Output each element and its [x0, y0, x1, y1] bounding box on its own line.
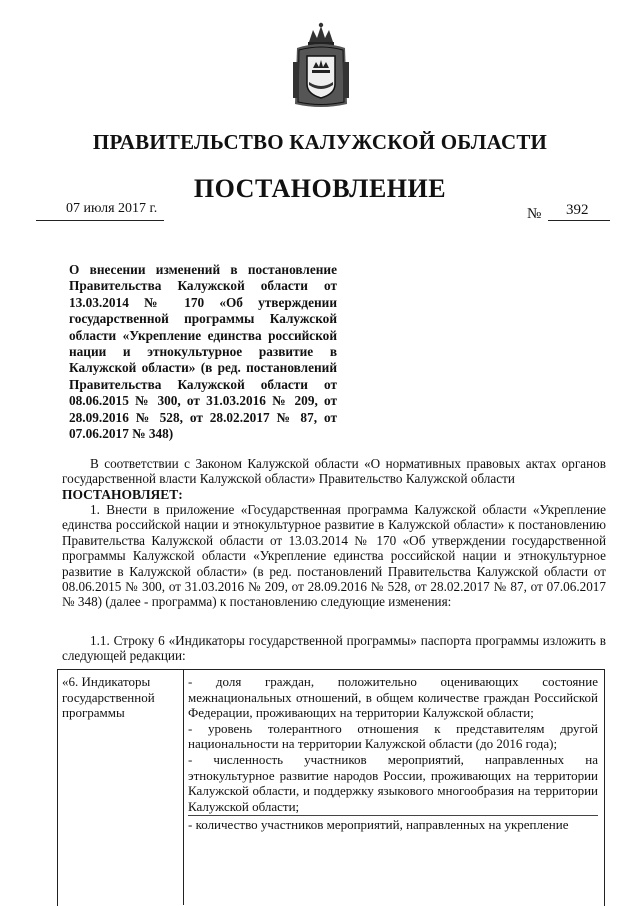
indicator-item: - численность участников мероприятий, направленных на этнокультурное развитие народов России, проживающих на территории Калужской области, и поддержку языкового многообразия на территории Калужской области;	[188, 751, 598, 814]
item-1-1-paragraph: 1.1. Строку 6 «Индикаторы государственной программы» паспорта программы изложить в следующей редакции:	[62, 633, 606, 664]
preamble-paragraph: В соответствии с Законом Калужской области «О нормативных правовых актах органов государственной власти Калужской области» Правительство Калужской области	[62, 456, 606, 487]
number-sign: №	[527, 206, 542, 222]
indicator-item: - уровень толерантного отношения к представителям другой национальности на территории Калужской области (до 2016 года);	[188, 720, 598, 752]
document-date: 07 июля 2017 г.	[66, 201, 158, 216]
table-column-divider	[183, 669, 184, 905]
document-type-title: ПОСТАНОВЛЕНИЕ	[193, 174, 447, 203]
indicator-item: - количество участников мероприятий, направленных на укрепление	[188, 817, 569, 833]
date-underline	[36, 220, 164, 221]
resolves-heading: ПОСТАНОВЛЯЕТ:	[62, 487, 183, 502]
indicator-item: - доля граждан, положительно оценивающих состояние межнациональных отношений, в общем количестве граждан Российской Федерации, проживающих на территории Калужской области;	[188, 674, 598, 721]
item-1-paragraph: 1. Внести в приложение «Государственная программа Калужской области «Укрепление единства российской нации и этнокультурное развитие в Калужской области» к постановлению Правительства Калужской области от 13.03.2014 № 170 «Об утверждении государственной программы Калужской области «Укрепление единства российской нации и этнокультурное развитие в Калужской области» (в ред. постановлений Правительства Калужской области от 08.06.2015 № 300, от 31.03.2016 № 209, от 28.09.2016 № 528, от 28.02.2017 № 87, от 07.06.2017 № 348) (далее - программа) к постановлению следующие изменения:	[62, 502, 606, 610]
document-number: 392	[566, 202, 589, 218]
table-cell-indicators-list	[188, 674, 598, 833]
number-underline	[548, 220, 610, 221]
item-separator	[188, 815, 598, 816]
table-cell-indicators-label: «6. Индикаторы государственной программы	[62, 674, 155, 720]
document-subject: О внесении изменений в постановление Правительства Калужской области от 13.03.2014 № 170 «Об утверждении государственной программы Калужской области «Укрепление единства российской нации и этнокультурное развитие в Калужской области» (в ред. постановлений Правительства Калужской области от 08.06.2015 № 300, от 31.03.2016 № 209, от 28.09.2016 № 528, от 28.02.2017 № 87, от 07.06.2017 № 348)	[69, 262, 337, 442]
coat-of-arms-icon	[291, 22, 351, 110]
government-title: ПРАВИТЕЛЬСТВО КАЛУЖСКОЙ ОБЛАСТИ	[92, 130, 548, 154]
